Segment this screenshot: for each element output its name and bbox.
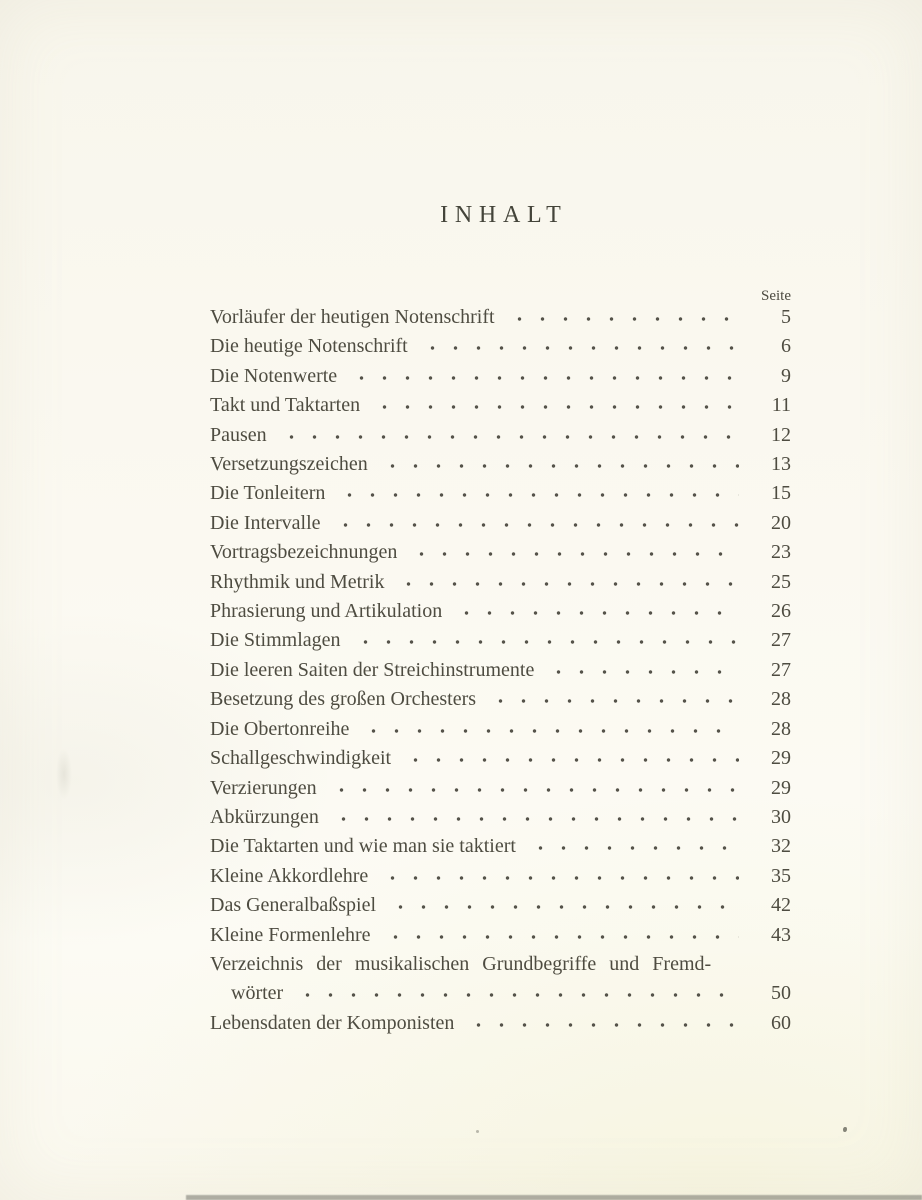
dot-leader [404, 538, 739, 558]
toc-entry-page: 11 [771, 394, 791, 417]
toc-row [210, 921, 791, 950]
page-column-header: Seite [761, 288, 791, 304]
toc-entry-page: 35 [771, 864, 791, 887]
page-title: INHALT [440, 202, 568, 228]
dot-leader [383, 891, 739, 911]
toc-entry-page: 28 [771, 717, 791, 740]
toc-entry-title: Besetzung des großen Orchesters [210, 688, 477, 711]
toc-row [210, 862, 791, 891]
scan-speck [476, 1130, 479, 1133]
toc-entry-page: 9 [781, 364, 791, 387]
toc-entry-page: 6 [781, 335, 791, 358]
toc-row [210, 362, 791, 391]
toc-entry-title: Die Intervalle [210, 511, 321, 534]
toc-entry-page: 26 [771, 600, 791, 623]
dot-leader [328, 509, 740, 529]
dot-leader [483, 685, 739, 705]
toc-entry-title: Schallgeschwindigkeit [210, 747, 392, 770]
toc-entry-title: Die Tonleitern [210, 482, 326, 505]
toc-entry-title: Das Generalbaßspiel [210, 894, 377, 917]
dot-leader [356, 715, 739, 735]
toc-entry-page: 13 [771, 453, 791, 476]
toc-entry-page: 5 [781, 306, 791, 328]
toc-row [210, 715, 791, 744]
toc-row [210, 744, 791, 773]
toc-entry-page: 12 [771, 423, 791, 446]
toc-entry-page: 43 [771, 923, 791, 946]
toc-entry-page: 27 [771, 658, 791, 681]
toc-row [210, 950, 791, 979]
toc-row [210, 303, 791, 332]
scan-speck [843, 1127, 847, 1132]
toc-row [210, 421, 791, 450]
dot-leader [290, 979, 739, 999]
toc-entry-title: Die heutige Notenschrift [210, 335, 408, 358]
toc-row [210, 450, 791, 479]
toc-entry-title: wörter [231, 982, 284, 1005]
dot-leader [348, 626, 739, 646]
scan-edge-artifact [186, 1195, 922, 1200]
dot-leader [375, 862, 739, 882]
toc-entry-title: Verzeichnis der musikalischen Grundbegriffe und Fremd- [210, 952, 712, 975]
toc-entry-page: 50 [771, 982, 791, 1005]
toc-row [210, 332, 791, 361]
toc-row [210, 685, 791, 714]
toc-entry-title: Die Stimmlagen [210, 629, 341, 652]
dot-leader [332, 479, 739, 499]
toc-row [210, 568, 791, 597]
toc-row [210, 509, 791, 538]
toc-entry-title: Lebensdaten der Komponisten [210, 1011, 455, 1034]
toc-row [210, 891, 791, 920]
dot-leader [367, 391, 739, 411]
toc-entry-page: 29 [771, 747, 791, 770]
toc-entry-page: 28 [771, 688, 791, 711]
toc-entry-title: Kleine Akkordlehre [210, 864, 369, 887]
dot-leader [461, 1009, 739, 1029]
toc-entry-page: 27 [771, 629, 791, 652]
toc-row [210, 1009, 791, 1038]
dot-leader [449, 597, 739, 617]
toc-entry-page: 23 [771, 541, 791, 564]
toc-entry-page: 32 [771, 835, 791, 858]
toc-entry-page: 15 [771, 482, 791, 505]
table-of-contents [210, 0, 791, 1038]
dot-leader [344, 362, 739, 382]
toc-entry-title: Die Taktarten und wie man sie taktiert [210, 835, 516, 858]
toc-entry-title: Rhythmik und Metrik [210, 570, 385, 593]
dot-leader [523, 832, 739, 852]
dot-leader [274, 421, 739, 441]
toc-entry-title: Vorläufer der heutigen Notenschrift [210, 306, 495, 328]
dot-leader [375, 450, 739, 470]
toc-entry-title: Verzierungen [210, 776, 317, 799]
toc-row [210, 832, 791, 861]
toc-row [210, 538, 791, 567]
toc-entry-title: Pausen [210, 423, 267, 446]
toc-row [210, 626, 791, 655]
toc-entry-title: Die Obertonreihe [210, 717, 350, 740]
scan-smudge [56, 748, 72, 800]
toc-entry-title: Phrasierung und Artikulation [210, 600, 443, 623]
dot-leader [415, 332, 739, 352]
toc-entry-page: 60 [771, 1011, 791, 1034]
toc-row [210, 597, 791, 626]
dot-leader [398, 744, 739, 764]
toc-entry-page: 30 [771, 805, 791, 828]
toc-row [210, 774, 791, 803]
dot-leader [502, 303, 739, 323]
dot-leader [541, 656, 739, 676]
toc-row [210, 391, 791, 420]
toc-entry-page: 20 [771, 511, 791, 534]
toc-entry-title: Takt und Taktarten [210, 394, 361, 417]
toc-row [210, 479, 791, 508]
toc-entry-page: 42 [771, 894, 791, 917]
toc-entry-title: Vortragsbezeichnungen [210, 541, 398, 564]
dot-leader [378, 921, 740, 941]
toc-entry-page: 29 [771, 776, 791, 799]
toc-row [210, 803, 791, 832]
dot-leader [391, 568, 739, 588]
dot-leader [326, 803, 739, 823]
toc-entry-page: 25 [771, 570, 791, 593]
toc-entry-title: Die leeren Saiten der Streichinstrumente [210, 658, 535, 681]
toc-row [210, 979, 791, 1008]
toc-entry-title: Kleine Formenlehre [210, 923, 371, 946]
toc-list [210, 303, 791, 1038]
toc-entry-title: Abkürzungen [210, 805, 319, 828]
dot-leader [324, 774, 739, 794]
toc-row [210, 656, 791, 685]
toc-entry-title: Die Notenwerte [210, 364, 338, 387]
toc-entry-title: Versetzungszeichen [210, 453, 368, 476]
